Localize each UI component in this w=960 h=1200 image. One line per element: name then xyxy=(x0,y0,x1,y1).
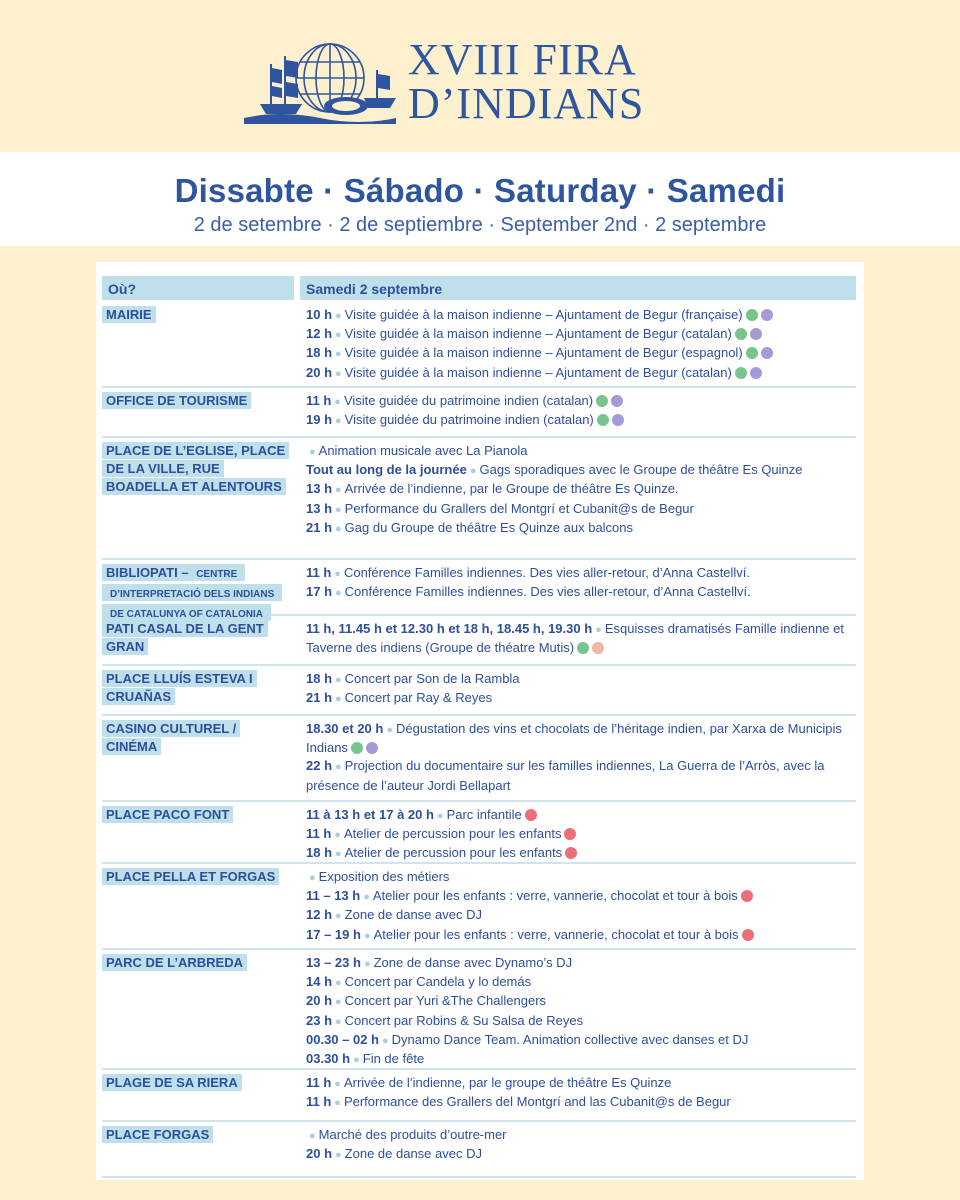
bullet-separator: ● xyxy=(335,996,342,1009)
event-item xyxy=(306,325,856,344)
bullet-separator: ● xyxy=(334,568,341,580)
table-row xyxy=(102,616,856,666)
event-description: Atelier pour les enfants : verre, vannerie, chocolat et tour à bois xyxy=(373,926,739,942)
event-list xyxy=(306,868,856,945)
event-time: 11 h xyxy=(306,565,332,580)
bullet-separator: ● xyxy=(335,522,342,535)
event-list xyxy=(306,954,856,1069)
bullet-separator: ● xyxy=(363,891,370,904)
location-label: OFFICE DE TOURISME xyxy=(102,392,251,409)
bullet-separator: ● xyxy=(335,415,342,428)
event-item xyxy=(306,583,856,602)
day-title: Dissabte · Sábado · Saturday · Samedi xyxy=(174,172,786,209)
event-item xyxy=(306,364,856,383)
event-list xyxy=(306,442,856,538)
green-category-dot-icon xyxy=(597,414,609,426)
festival-title-line2: D’INDIANS xyxy=(408,79,645,128)
bullet-separator: ● xyxy=(335,1015,342,1028)
event-time: 21 h xyxy=(306,690,333,706)
table-row xyxy=(102,1122,856,1178)
location-name xyxy=(102,720,286,756)
location-label: CASINO CULTUREL / CINÉMA xyxy=(102,720,240,755)
green-category-dot-icon xyxy=(577,642,589,654)
bullet-separator: ● xyxy=(353,1054,360,1067)
event-item xyxy=(306,806,856,825)
event-item xyxy=(306,461,856,480)
event-time: 12 h xyxy=(306,907,333,923)
bullet-separator: ● xyxy=(335,484,342,497)
event-item xyxy=(306,500,856,519)
event-list xyxy=(306,1126,856,1164)
event-description: Visite guidée à la maison indienne – Ajuntament de Begur (catalan) xyxy=(344,364,732,380)
event-item xyxy=(306,689,856,708)
event-time: 13 – 23 h xyxy=(306,955,361,970)
event-item xyxy=(306,973,856,992)
event-description: Esquisses dramatisés Famille indienne et Taverne des indiens (Groupe de théatre Mutis) xyxy=(306,621,844,656)
event-description: Visite guidée à la maison indienne – Ajuntament de Begur (catalan) xyxy=(344,326,732,342)
event-time: 21 h xyxy=(306,519,333,535)
purple-category-dot-icon xyxy=(366,742,378,754)
event-description: Visite guidée à la maison indienne – Ajuntament de Begur (espagnol) xyxy=(344,345,743,361)
location-name xyxy=(102,564,286,624)
event-time: 13 h xyxy=(306,481,333,497)
bullet-separator: ● xyxy=(335,503,342,516)
event-time: 23 h xyxy=(306,1012,333,1028)
event-description: Zone de danse avec DJ xyxy=(344,907,482,923)
location-label: PLACE PELLA ET FORGAS xyxy=(102,868,279,885)
event-item xyxy=(306,519,856,538)
event-time: 12 h xyxy=(306,326,333,342)
green-category-dot-icon xyxy=(746,347,758,359)
table-row xyxy=(102,438,856,560)
purple-category-dot-icon xyxy=(611,395,623,407)
red-category-dot-icon xyxy=(564,828,576,840)
event-time: 00.30 – 02 h xyxy=(306,1031,379,1047)
location-name xyxy=(102,670,286,706)
event-description: Concert par Ray & Reyes xyxy=(344,690,493,706)
event-description: Arrivée de l’indienne, par le groupe de théâtre Es Quinze xyxy=(343,1075,672,1090)
event-item xyxy=(306,757,856,794)
purple-category-dot-icon xyxy=(750,367,762,379)
bullet-separator: ● xyxy=(334,1078,341,1090)
event-list xyxy=(306,392,856,430)
event-item xyxy=(306,442,856,461)
event-description: Visite guidée à la maison indienne – Ajuntament de Begur (française) xyxy=(344,307,743,322)
event-time: 11 h xyxy=(306,1094,332,1110)
event-item xyxy=(306,868,856,887)
event-time: 11 à 13 h et 17 à 20 h xyxy=(306,807,434,822)
event-item xyxy=(306,926,856,945)
table-row xyxy=(102,864,856,950)
green-category-dot-icon xyxy=(746,309,758,321)
location-name xyxy=(102,306,286,324)
event-time: 19 h xyxy=(306,412,333,428)
bullet-separator: ● xyxy=(382,1034,389,1047)
green-category-dot-icon xyxy=(596,395,608,407)
bullet-separator: ● xyxy=(335,848,342,861)
event-description: Visite guidée du patrimoine indien (catalan) xyxy=(344,412,594,428)
event-item xyxy=(306,392,856,411)
event-time: 14 h xyxy=(306,974,333,990)
location-label: PLACE DE L’EGLISE, PLACE DE LA VILLE, RUE BOADELLA ET ALENTOURS xyxy=(102,442,289,495)
event-list xyxy=(306,564,856,602)
table-row xyxy=(102,302,856,388)
peach-category-dot-icon xyxy=(592,642,604,654)
location-label: PLACE LLUÍS ESTEVA I CRUAÑAS xyxy=(102,670,257,705)
event-time: 18.30 et 20 h xyxy=(306,721,384,736)
event-time: 20 h xyxy=(306,993,333,1009)
bullet-separator: ● xyxy=(309,1130,316,1142)
event-item xyxy=(306,411,856,430)
event-item xyxy=(306,564,856,583)
location-name xyxy=(102,868,286,886)
location-name xyxy=(102,954,286,972)
location-name xyxy=(102,392,286,410)
bullet-separator: ● xyxy=(335,329,342,342)
event-description: Zone de danse avec Dynamo’s DJ xyxy=(373,955,573,970)
green-category-dot-icon xyxy=(735,328,747,340)
event-description: Concert par Son de la Rambla xyxy=(344,671,520,686)
event-time: 13 h xyxy=(306,500,333,516)
location-label: BIBLIOPATI – CENTRE D’INTERPRETACIÓ DELS INDIANS DE CATALUNYA OF CATALONIA xyxy=(102,564,282,621)
bullet-separator: ● xyxy=(335,348,342,361)
bullet-separator: ● xyxy=(335,910,342,923)
bullet-separator: ● xyxy=(386,724,393,736)
location-label: PLAGE DE SA RIERA xyxy=(102,1074,242,1091)
event-description: Arrivée de l’indienne, par le Groupe de théâtre Es Quinze. xyxy=(344,481,679,497)
event-time: 22 h xyxy=(306,758,333,774)
event-description: Zone de danse avec DJ xyxy=(344,1146,482,1162)
table-header xyxy=(102,276,856,300)
event-item xyxy=(306,887,856,906)
event-description: Visite guidée du patrimoine indien (catalan) xyxy=(343,393,594,408)
bullet-separator: ● xyxy=(335,977,342,990)
event-item xyxy=(306,844,856,863)
festival-title xyxy=(408,35,645,128)
event-description: Dynamo Dance Team. Animation collective avec danses et DJ xyxy=(391,1031,749,1047)
table-row xyxy=(102,666,856,716)
event-description: Marché des produits d’outre-mer xyxy=(318,1127,507,1142)
red-category-dot-icon xyxy=(565,847,577,859)
event-time: 11 h xyxy=(306,826,332,842)
event-description: Atelier pour les enfants : verre, vannerie, chocolat et tour à bois xyxy=(372,888,738,904)
event-description: Performance du Grallers del Montgrí et Cubanit@s de Begur xyxy=(344,500,694,516)
bullet-separator: ● xyxy=(309,872,316,884)
event-item xyxy=(306,1050,856,1069)
bullet-separator: ● xyxy=(363,958,371,970)
purple-category-dot-icon xyxy=(761,347,773,359)
event-time: 11 h xyxy=(306,1075,332,1090)
event-description: Concert par Candela y lo demás xyxy=(344,974,532,990)
event-list xyxy=(306,306,856,383)
location-name xyxy=(102,1126,286,1144)
location-name xyxy=(102,442,286,496)
bullet-separator: ● xyxy=(334,396,341,408)
event-time: 18 h xyxy=(306,345,333,361)
day-banner xyxy=(0,152,960,246)
bullet-separator: ● xyxy=(335,1149,342,1162)
event-item xyxy=(306,1145,856,1164)
event-description: Exposition des métiers xyxy=(318,869,450,884)
column-header-where: Où? xyxy=(102,276,294,300)
event-time: 11 h xyxy=(306,393,332,408)
location-label: PARC DE L’ARBREDA xyxy=(102,954,247,971)
event-description: Projection du documentaire sur les familles indiennes, La Guerra de l’Arròs, avec la présence de l’auteur Jordi Bellapart xyxy=(306,758,825,793)
red-category-dot-icon xyxy=(741,890,753,902)
bullet-separator: ● xyxy=(363,929,371,942)
event-time: 17 – 19 h xyxy=(306,926,361,942)
event-time: 17 h xyxy=(306,584,333,600)
bullet-separator: ● xyxy=(335,587,342,600)
table-row xyxy=(102,560,856,620)
event-item xyxy=(306,992,856,1011)
event-description: Conférence Familles indiennes. Des vies aller-retour, d’Anna Castellví. xyxy=(343,565,751,580)
purple-category-dot-icon xyxy=(761,309,773,321)
bullet-separator: ● xyxy=(334,829,341,842)
bullet-separator: ● xyxy=(335,367,342,380)
table-row xyxy=(102,950,856,1070)
bullet-separator: ● xyxy=(335,674,342,686)
event-time: 10 h xyxy=(306,307,333,322)
event-time: 11 h, 11.45 h et 12.30 h et 18 h, 18.45 h, 19.30 h xyxy=(306,621,593,636)
bullet-separator: ● xyxy=(309,446,316,458)
event-item xyxy=(306,1031,856,1050)
location-name xyxy=(102,806,286,824)
location-label: PATI CASAL DE LA GENT GRAN xyxy=(102,620,268,655)
event-list xyxy=(306,1074,856,1112)
event-list xyxy=(306,806,856,864)
event-description: Performance des Grallers del Montgrí and las Cubanit@s de Begur xyxy=(343,1094,731,1110)
event-time: 20 h xyxy=(306,1146,333,1162)
event-description: Conférence Familles indiennes. Des vies aller-retour, d’Anna Castellví. xyxy=(344,584,751,600)
festival-title-line1: XVIII FIRA xyxy=(408,35,637,84)
bullet-separator: ● xyxy=(335,310,342,322)
event-item xyxy=(306,344,856,363)
bullet-separator: ● xyxy=(469,465,477,478)
event-time: Tout au long de la journée xyxy=(306,462,467,478)
event-item xyxy=(306,1012,856,1031)
event-time: 18 h xyxy=(306,845,333,861)
event-item xyxy=(306,480,856,499)
table-row xyxy=(102,1070,856,1122)
event-list xyxy=(306,620,856,657)
event-description: Concert par Robins & Su Salsa de Reyes xyxy=(344,1012,584,1028)
event-description: Atelier de percussion pour les enfants xyxy=(344,845,563,861)
globe-ships-logo-icon xyxy=(240,34,400,130)
bullet-separator: ● xyxy=(595,624,602,636)
purple-category-dot-icon xyxy=(750,328,762,340)
location-sublabel: CENTRE D’INTERPRETACIÓ DELS INDIANS DE CATALUNYA OF CATALONIA xyxy=(106,568,278,621)
bullet-separator: ● xyxy=(335,761,342,774)
event-description: Gag du Groupe de théâtre Es Quinze aux balcons xyxy=(344,519,634,535)
event-description: Atelier de percussion pour les enfants xyxy=(343,826,562,842)
red-category-dot-icon xyxy=(525,809,537,821)
event-item xyxy=(306,906,856,925)
red-category-dot-icon xyxy=(742,929,754,941)
location-label: PLACE FORGAS xyxy=(102,1126,213,1143)
event-item xyxy=(306,1074,856,1093)
event-description: Dégustation des vins et chocolats de l’héritage indien, par Xarxa de Municipis Indians xyxy=(306,721,842,756)
event-item xyxy=(306,620,856,657)
location-label: PLACE PACO FONT xyxy=(102,806,233,823)
event-item xyxy=(306,954,856,973)
table-row xyxy=(102,802,856,864)
event-item xyxy=(306,720,856,757)
table-row xyxy=(102,716,856,802)
event-description: Fin de fête xyxy=(362,1051,425,1067)
event-list xyxy=(306,670,856,708)
date-subtitle: 2 de setembre · 2 de septiembre · September 2nd · 2 septembre xyxy=(193,214,767,236)
event-item xyxy=(306,306,856,325)
event-time: 03.30 h xyxy=(306,1051,351,1067)
event-description: Animation musicale avec La Pianola xyxy=(318,443,528,458)
event-item xyxy=(306,825,856,844)
location-name xyxy=(102,1074,286,1092)
location-name xyxy=(102,620,286,656)
header xyxy=(0,0,960,152)
event-description: Gags sporadiques avec le Groupe de théâtre Es Quinze xyxy=(479,462,803,478)
bullet-separator: ● xyxy=(334,1097,341,1110)
event-item xyxy=(306,1093,856,1112)
event-time: 11 – 13 h xyxy=(306,888,361,904)
column-header-day: Samedi 2 septembre xyxy=(300,276,856,300)
schedule-table xyxy=(96,262,864,1180)
event-list xyxy=(306,720,856,795)
event-time: 20 h xyxy=(306,364,333,380)
bullet-separator: ● xyxy=(436,810,444,822)
green-category-dot-icon xyxy=(351,742,363,754)
bullet-separator: ● xyxy=(335,693,342,706)
table-row xyxy=(102,388,856,438)
event-description: Parc infantile xyxy=(446,807,522,822)
location-label: MAIRIE xyxy=(102,306,156,323)
event-item xyxy=(306,1126,856,1145)
event-description: Concert par Yuri &The Challengers xyxy=(344,993,547,1009)
green-category-dot-icon xyxy=(735,367,747,379)
event-item xyxy=(306,670,856,689)
event-time: 18 h xyxy=(306,671,333,686)
purple-category-dot-icon xyxy=(612,414,624,426)
